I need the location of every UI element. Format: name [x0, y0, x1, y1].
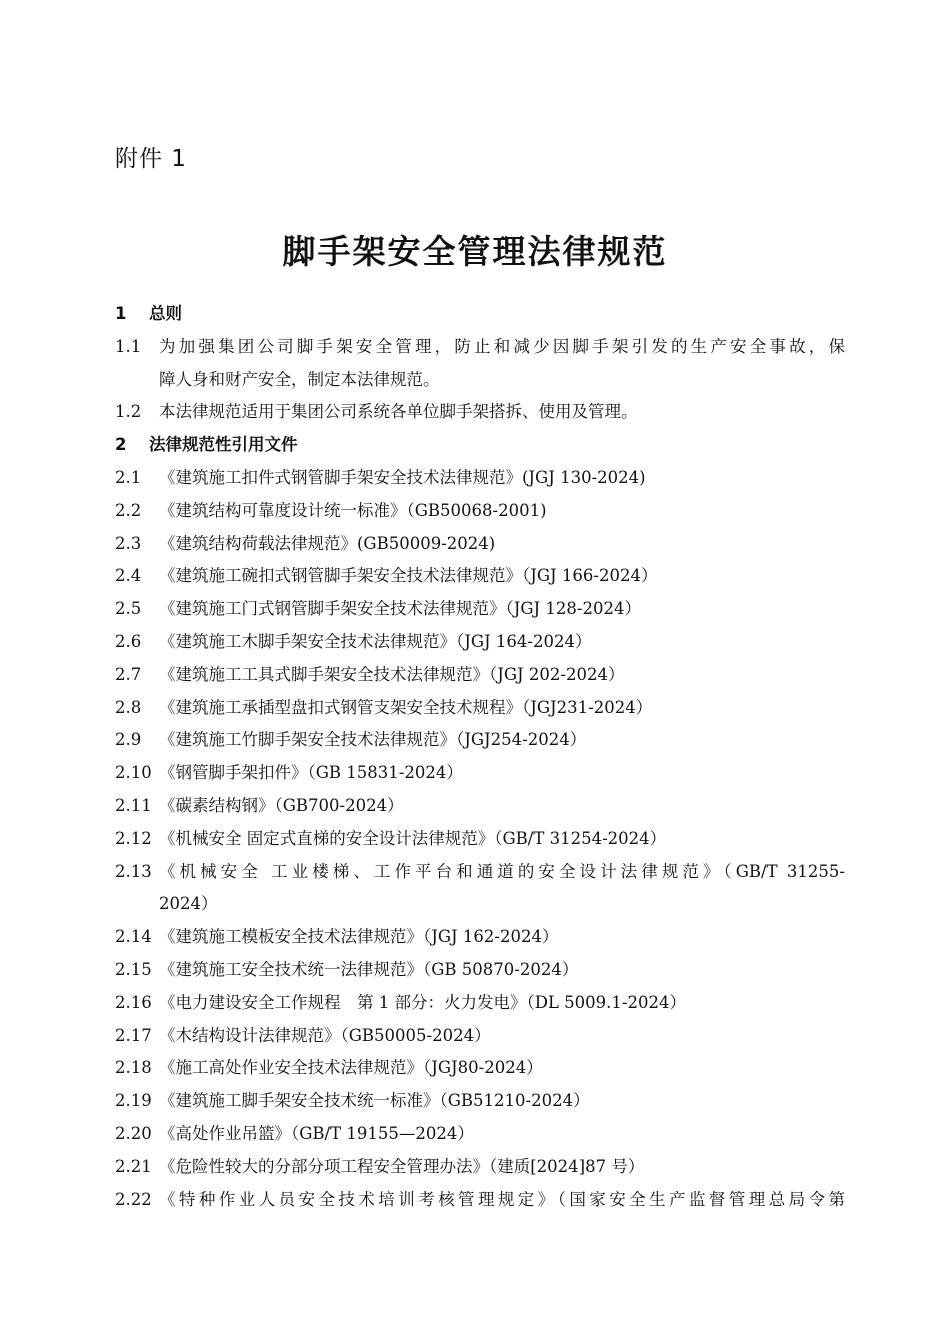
- clause-text: 本法律规范适用于集团公司系统各单位脚手架搭拆、使用及管理。: [159, 402, 638, 422]
- reference-text: 《机械安全 工业楼梯、工作平台和通道的安全设计法律规范》（GB/T 31255-: [159, 861, 845, 881]
- clause-text: 为加强集团公司脚手架安全管理，防止和减少因脚手架引发的生产安全事故，保: [159, 336, 845, 356]
- reference-item: [115, 724, 845, 757]
- reference-number: 2.8: [115, 697, 142, 717]
- reference-text: 《建筑结构荷载法律规范》(GB50009-2024): [159, 533, 496, 553]
- reference-text: 《钢管脚手架扣件》（GB 15831-2024）: [159, 763, 463, 783]
- section-title: 法律规范性引用文件: [149, 435, 298, 455]
- reference-item: [115, 692, 845, 725]
- reference-text: 《高处作业吊篮》（GB/T 19155—2024）: [159, 1123, 474, 1143]
- reference-item: [115, 593, 845, 626]
- reference-text: 《建筑结构可靠度设计统一标准》（GB50068-2001): [159, 500, 547, 520]
- reference-item: [115, 1052, 845, 1085]
- reference-item: [115, 1020, 845, 1053]
- reference-text: 《碳素结构钢》（GB700-2024）: [159, 795, 404, 815]
- reference-number: 2.2: [115, 500, 142, 520]
- attachment-label: 附件 1: [115, 146, 187, 172]
- section-heading: [115, 429, 845, 462]
- document-body: [115, 298, 845, 1216]
- reference-text: 《建筑施工模板安全技术法律规范》（JGJ 162-2024）: [159, 927, 559, 947]
- document-title: 脚手架安全管理法律规范: [282, 232, 668, 271]
- section-number: 1: [115, 304, 127, 323]
- reference-number: 2.13: [115, 861, 152, 881]
- reference-item: [115, 528, 845, 561]
- reference-item: [115, 626, 845, 659]
- reference-item: [115, 659, 845, 692]
- reference-number: 2.1: [115, 467, 142, 487]
- clause-number: 1.1: [115, 336, 142, 356]
- reference-number: 2.19: [115, 1091, 152, 1111]
- reference-number: 2.3: [115, 533, 142, 553]
- reference-text: 《建筑施工木脚手架安全技术法律规范》（JGJ 164-2024）: [159, 631, 592, 651]
- reference-text: 《建筑施工门式钢管脚手架安全技术法律规范》（JGJ 128-2024）: [159, 599, 641, 619]
- reference-item: [115, 921, 845, 954]
- reference-number: 2.7: [115, 664, 142, 684]
- reference-number: 2.9: [115, 730, 142, 750]
- reference-text: 《建筑施工安全技术统一法律规范》（GB 50870-2024）: [159, 959, 579, 979]
- clause-number: 1.2: [115, 402, 142, 422]
- clause-text-continued: 障人身和财产安全，制定本法律规范。: [159, 369, 440, 389]
- reference-number: 2.18: [115, 1058, 152, 1078]
- reference-item: [115, 954, 845, 987]
- reference-item: [115, 1118, 845, 1151]
- reference-number: 2.15: [115, 959, 152, 979]
- reference-item: [115, 790, 845, 823]
- clause: [115, 331, 845, 364]
- reference-text: 《建筑施工扣件式钢管脚手架安全技术法律规范》(JGJ 130-2024): [159, 467, 646, 487]
- reference-item: [115, 1151, 845, 1184]
- section-heading: [115, 298, 845, 331]
- reference-text: 《建筑施工碗扣式钢管脚手架安全技术法律规范》（JGJ 166-2024）: [159, 566, 658, 586]
- reference-number: 2.17: [115, 1025, 152, 1045]
- reference-number: 2.22: [115, 1189, 152, 1209]
- reference-text: 《木结构设计法律规范》（GB50005-2024）: [159, 1025, 491, 1045]
- reference-text: 《机械安全 固定式直梯的安全设计法律规范》（GB/T 31254-2024）: [159, 828, 667, 848]
- reference-number: 2.20: [115, 1123, 152, 1143]
- reference-item: [115, 757, 845, 790]
- section-number: 2: [115, 435, 127, 455]
- reference-text: 《特种作业人员安全技术培训考核管理规定》（国家安全生产监督管理总局令第: [159, 1189, 845, 1209]
- reference-item: [115, 495, 845, 528]
- reference-text: 《施工高处作业安全技术法律规范》（JGJ80-2024）: [159, 1058, 543, 1078]
- reference-item: [115, 462, 845, 495]
- reference-text: 《建筑施工承插型盘扣式钢管支架安全技术规程》（JGJ231-2024）: [159, 697, 653, 717]
- reference-number: 2.16: [115, 992, 152, 1012]
- reference-number: 2.5: [115, 599, 142, 619]
- reference-number: 2.12: [115, 828, 152, 848]
- reference-text: 《建筑施工竹脚手架安全技术法律规范》（JGJ254-2024）: [159, 730, 587, 750]
- reference-item: [115, 856, 845, 889]
- reference-number: 2.10: [115, 763, 152, 783]
- reference-item: [115, 1184, 845, 1217]
- reference-item: [115, 1085, 845, 1118]
- section-title: 总则: [149, 304, 182, 323]
- reference-text: 《建筑施工脚手架安全技术统一标准》（GB51210-2024）: [159, 1091, 590, 1111]
- reference-text: 《危险性较大的分部分项工程安全管理办法》（建质[2024]87 号）: [159, 1156, 645, 1176]
- reference-number: 2.4: [115, 566, 142, 586]
- reference-number: 2.11: [115, 795, 152, 815]
- reference-number: 2.21: [115, 1156, 152, 1176]
- reference-item: [115, 987, 845, 1020]
- reference-text: 《电力建设安全工作规程 第 1 部分：火力发电》（DL 5009.1-2024）: [159, 992, 686, 1012]
- reference-text-continued: 2024）: [159, 894, 218, 914]
- reference-item: [115, 823, 845, 856]
- reference-item: [115, 560, 845, 593]
- reference-number: 2.6: [115, 631, 142, 651]
- reference-text: 《建筑施工工具式脚手架安全技术法律规范》（JGJ 202-2024）: [159, 664, 625, 684]
- clause: [115, 396, 845, 429]
- reference-number: 2.14: [115, 927, 152, 947]
